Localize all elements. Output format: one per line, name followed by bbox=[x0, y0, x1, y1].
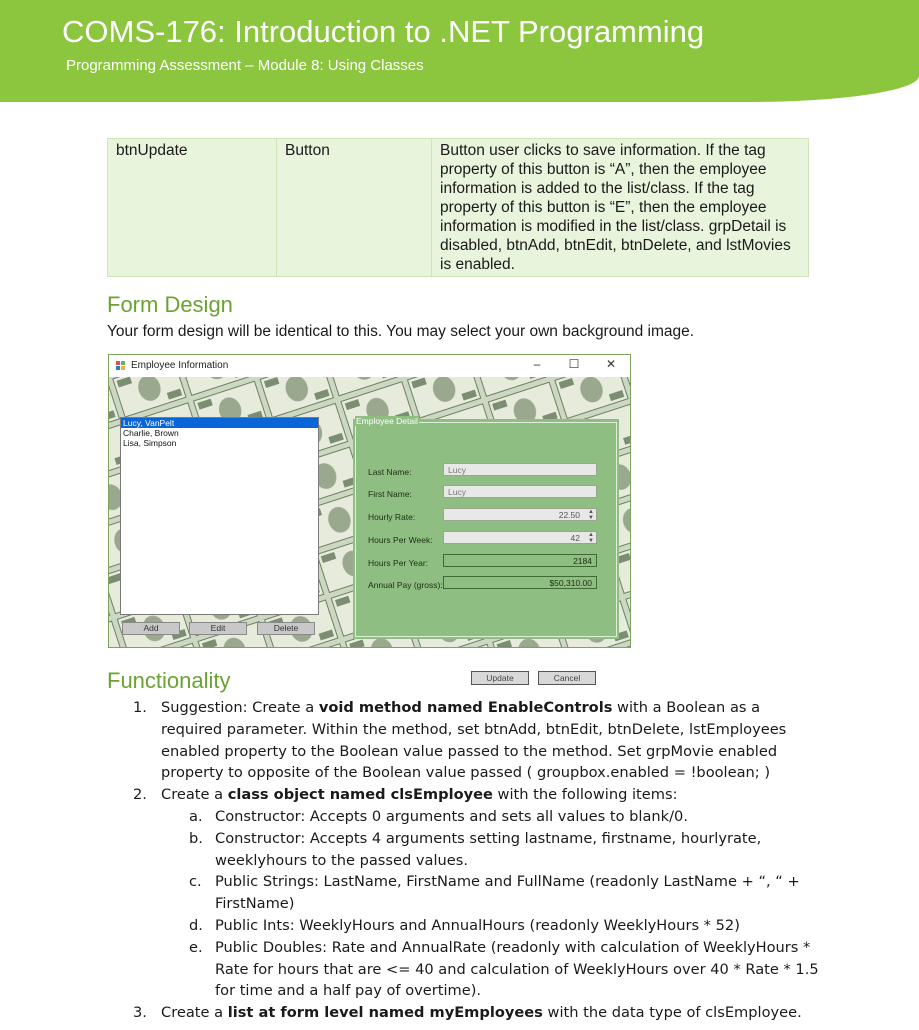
annual-pay-label: Annual Pay (gross): bbox=[368, 580, 443, 590]
group-label: Employee Detail bbox=[356, 416, 418, 426]
item-text: Create a bbox=[161, 1004, 228, 1022]
header-banner bbox=[0, 0, 919, 102]
hourly-rate-stepper[interactable] bbox=[443, 508, 597, 521]
form-design-heading: Form Design bbox=[107, 292, 233, 317]
list-item[interactable]: Lisa, Simpson bbox=[123, 438, 177, 448]
hourly-rate-value: 22.50 bbox=[558, 510, 580, 520]
close-icon[interactable]: ✕ bbox=[605, 357, 617, 371]
item-number: 3. bbox=[133, 1004, 147, 1022]
control-description-cell: Button user clicks to save information. If the tag property of this button is “A”, then the employee information is added to the list/class. If the tag property of this button is “E”, then the employee information is modified in the list/class. grpDetail is disabled, btnAdd, btnEdit, btnDelete, and lstMovies is enabled. bbox=[432, 139, 809, 277]
group-border bbox=[355, 422, 617, 637]
hours-year-value: 2184 bbox=[443, 554, 597, 567]
hours-week-value: 42 bbox=[570, 533, 580, 543]
add-button[interactable]: Add bbox=[122, 622, 180, 635]
sub-list-item bbox=[133, 806, 823, 828]
control-table bbox=[107, 138, 809, 277]
sub-list-item bbox=[133, 915, 823, 937]
maximize-icon[interactable]: ☐ bbox=[568, 357, 580, 371]
item-bold-text: list at form level named myEmployees bbox=[227, 1004, 543, 1022]
employee-detail-group bbox=[353, 416, 619, 683]
sub-item-text: Public Doubles: Rate and AnnualRate (readonly with calculation of WeeklyHours * Rate for hours that are <= 40 and calculation of WeeklyHours over 40 * Rate * 1.5 for time and a half pay of overtime). bbox=[215, 938, 819, 1000]
form-design-text: Your form design will be identical to this. You may select your own background image. bbox=[107, 323, 695, 340]
sub-item-letter: a. bbox=[189, 807, 203, 825]
list-item bbox=[133, 697, 823, 784]
window-titlebar bbox=[109, 355, 630, 377]
functionality-list bbox=[133, 697, 823, 1024]
list-item[interactable]: Charlie, Brown bbox=[123, 428, 179, 438]
assessment-subtitle: Programming Assessment – Module 8: Using Classes bbox=[66, 57, 424, 74]
sub-item-text: Public Strings: LastName, FirstName and FullName (readonly LastName + “, “ + FirstName) bbox=[215, 873, 800, 913]
sub-list-item bbox=[133, 937, 823, 1002]
employee-listbox[interactable] bbox=[120, 417, 319, 615]
delete-button[interactable]: Delete bbox=[257, 622, 315, 635]
item-number: 1. bbox=[133, 699, 147, 716]
edit-button[interactable]: Edit bbox=[189, 622, 247, 635]
item-text: Create a bbox=[161, 786, 228, 804]
spinner-icon[interactable]: ▲ ▼ bbox=[588, 532, 594, 544]
sub-item-letter: e. bbox=[189, 938, 203, 956]
last-name-label: Last Name: bbox=[368, 467, 412, 477]
table-row bbox=[108, 139, 809, 277]
list-item[interactable]: Lucy, VanPelt bbox=[121, 418, 318, 428]
control-name-cell: btnUpdate bbox=[108, 139, 277, 277]
item-text: Suggestion: Create a bbox=[161, 699, 319, 716]
sub-list-item bbox=[133, 871, 823, 915]
list-item bbox=[133, 1002, 823, 1024]
hours-week-label: Hours Per Week: bbox=[368, 535, 433, 545]
first-name-label: First Name: bbox=[368, 489, 412, 499]
sub-item-letter: c. bbox=[189, 873, 202, 891]
hours-year-label: Hours Per Year: bbox=[368, 558, 429, 568]
item-text: with a Boolean as a required parameter. Within the method, set btnAdd, btnEdit, btnDelete, lstEmployees enabled property to the Boolean value passed to the method. Set grpMovie enabled property to opposite of the Boolean value passed ( groupbox.enabled = !boolean; ) bbox=[161, 699, 787, 782]
control-type-cell: Button bbox=[277, 139, 432, 277]
item-text: with the following items: bbox=[492, 786, 678, 804]
item-number: 2. bbox=[133, 786, 147, 804]
list-item bbox=[133, 784, 823, 806]
minimize-icon[interactable]: – bbox=[533, 357, 541, 371]
sub-item-text: Public Ints: WeeklyHours and AnnualHours (readonly WeeklyHours * 52) bbox=[215, 916, 740, 934]
course-title: COMS-176: Introduction to .NET Programming bbox=[62, 14, 705, 49]
sub-item-text: Constructor: Accepts 4 arguments setting lastname, firstname, hourlyrate, weeklyhours to the passed values. bbox=[215, 829, 762, 869]
sub-list-item bbox=[133, 828, 823, 872]
hours-week-stepper[interactable] bbox=[443, 531, 597, 544]
first-name-field[interactable]: Lucy bbox=[443, 485, 597, 498]
annual-pay-value: $50,310.00 bbox=[443, 576, 597, 589]
last-name-field[interactable]: Lucy bbox=[443, 463, 597, 476]
update-button[interactable]: Update bbox=[471, 671, 529, 685]
sub-item-text: Constructor: Accepts 0 arguments and sets all values to blank/0. bbox=[215, 807, 688, 825]
functionality-heading: Functionality bbox=[107, 668, 231, 693]
app-icon bbox=[116, 361, 126, 370]
item-bold-text: class object named clsEmployee bbox=[227, 786, 493, 804]
item-text: with the data type of clsEmployee. bbox=[542, 1004, 802, 1022]
cancel-button[interactable]: Cancel bbox=[538, 671, 596, 685]
hourly-rate-label: Hourly Rate: bbox=[368, 512, 416, 522]
sub-item-letter: d. bbox=[189, 916, 203, 934]
window-title: Employee Information bbox=[131, 360, 229, 371]
sub-item-letter: b. bbox=[189, 829, 203, 847]
item-bold-text: void method named EnableControls bbox=[318, 699, 613, 716]
spinner-icon[interactable]: ▲ ▼ bbox=[588, 509, 594, 521]
